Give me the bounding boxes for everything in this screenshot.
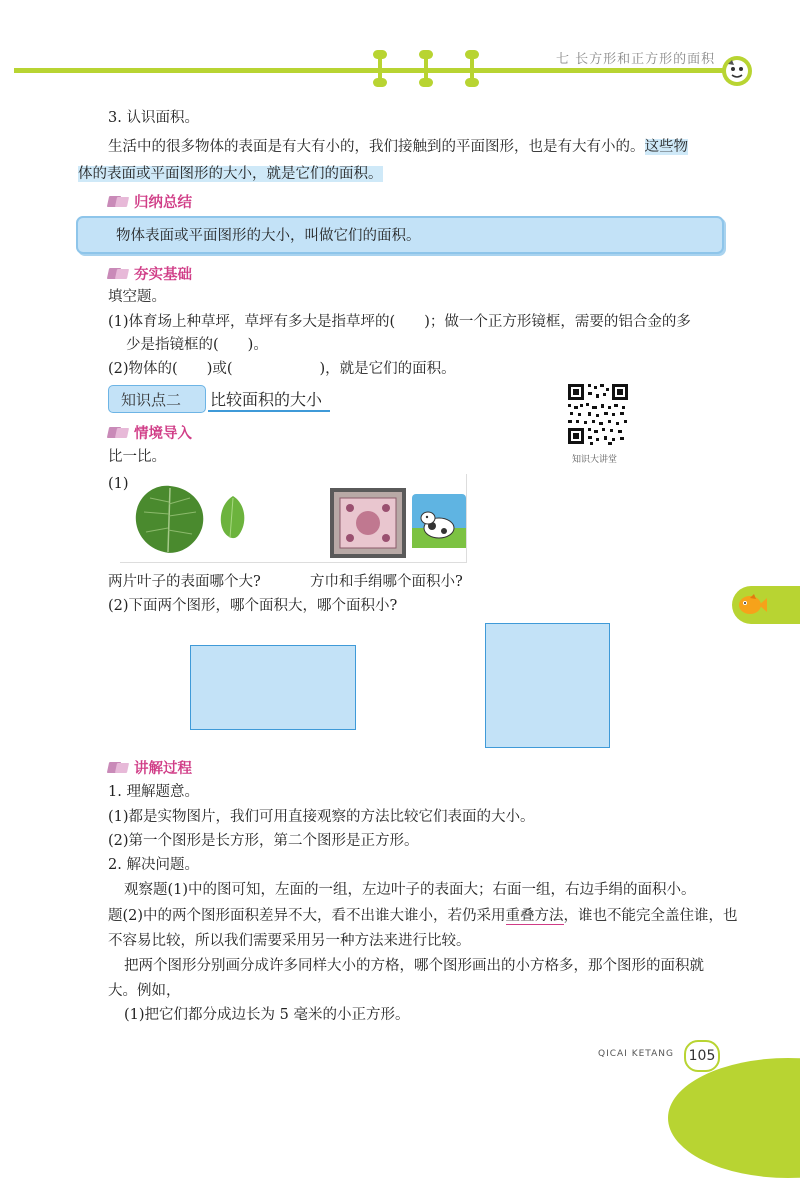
question-shapes: (2)下面两个图形，哪个面积大，哪个面积小? bbox=[108, 598, 398, 614]
footer-circle bbox=[668, 1058, 800, 1178]
fill-title: 填空题。 bbox=[108, 289, 166, 305]
knowledge-point-title: 比较面积的大小 bbox=[210, 390, 323, 409]
knowledge-point-label-text: 知识点二 bbox=[121, 391, 182, 409]
explain-step-2: 2. 解决问题。 bbox=[108, 857, 199, 873]
question-2: (2)物体的( )或( )，就是它们的面积。 bbox=[108, 361, 456, 377]
explain-grid: 把两个图形分别画分成许多同样大小的方格，哪个图形画出的小方格多，那个图形的面积就 bbox=[124, 958, 704, 974]
practice-heading bbox=[108, 262, 192, 284]
header-post-cap-3 bbox=[465, 50, 479, 59]
footer-brand: QICAI KETANG bbox=[598, 1049, 674, 1059]
question-1-line-1: (1)体育场上种草坪，草坪有多大是指草坪的( )；做一个正方形镜框，需要的铝合金的多 bbox=[108, 314, 691, 330]
picture-label: (1) bbox=[108, 476, 129, 492]
summary-box bbox=[76, 216, 724, 254]
cow-scarf-image bbox=[412, 494, 466, 552]
knowledge-point-underline bbox=[208, 410, 330, 412]
header-line bbox=[14, 68, 726, 73]
qr-caption: 知识大讲堂 bbox=[572, 455, 618, 465]
explain-grid-step: (1)把它们都分成边长为 5 毫米的小正方形。 bbox=[124, 1007, 410, 1023]
qr-code[interactable] bbox=[566, 382, 630, 446]
situation-title: 情境导入 bbox=[134, 425, 192, 442]
explain-example: 大。例如， bbox=[108, 983, 181, 999]
explain-heading bbox=[108, 756, 192, 778]
book-icon bbox=[108, 761, 128, 774]
book-icon bbox=[108, 267, 128, 280]
item3-title: 3. 认识面积。 bbox=[108, 110, 199, 126]
page-number bbox=[684, 1040, 720, 1072]
chapter-title: 七 长方形和正方形的面积 bbox=[556, 52, 716, 67]
overlap-text-c: ，谁也不能完全盖住谁，也 bbox=[563, 908, 738, 924]
book-icon bbox=[108, 195, 128, 208]
summary-title: 归纳总结 bbox=[134, 194, 192, 211]
explain-step-1a: (1)都是实物图片，我们可用直接观察的方法比较它们表面的大小。 bbox=[108, 809, 535, 825]
header-post-foot-2 bbox=[419, 78, 433, 87]
square-shape bbox=[485, 623, 610, 748]
compare-text: 比一比。 bbox=[108, 449, 166, 465]
explain-step-1b: (2)第一个图形是长方形，第二个图形是正方形。 bbox=[108, 833, 419, 849]
explain-title: 讲解过程 bbox=[134, 760, 192, 777]
overlap-text-a: 题(2)中的两个图形面积差异不大，看不出谁大谁小，若仍采用 bbox=[108, 908, 506, 924]
explain-step-1: 1. 理解题意。 bbox=[108, 784, 199, 800]
definition-text: 生活中的很多物体的表面是有大有小的，我们接触到的平面图形，也是有大有小的。 bbox=[108, 139, 645, 155]
mascot-icon bbox=[722, 56, 752, 86]
explain-overlap-line bbox=[108, 904, 738, 928]
practice-title: 夯实基础 bbox=[134, 266, 192, 283]
fish-icon bbox=[736, 590, 768, 624]
header-post-foot-1 bbox=[373, 78, 387, 87]
question-leaves: 两片叶子的表面哪个大? bbox=[108, 574, 261, 590]
side-tab bbox=[732, 586, 800, 624]
handkerchief-image bbox=[330, 488, 406, 562]
rectangle-shape bbox=[190, 645, 356, 730]
definition-highlight-1: 这些物 bbox=[644, 139, 688, 155]
overlap-method-term: 重叠方法 bbox=[505, 908, 564, 924]
question-cloth: 方巾和手绢哪个面积小? bbox=[310, 574, 463, 590]
question-1-line-2: 少是指镜框的( )。 bbox=[126, 337, 268, 353]
knowledge-point-label bbox=[108, 385, 206, 413]
header-post-foot-3 bbox=[465, 78, 479, 87]
summary-text: 物体表面或平面图形的大小，叫做它们的面积。 bbox=[116, 228, 421, 244]
definition-paragraph bbox=[78, 134, 726, 188]
header-post-cap-1 bbox=[373, 50, 387, 59]
situation-heading bbox=[108, 421, 192, 443]
explain-other-method: 不容易比较，所以我们需要采用另一种方法来进行比较。 bbox=[108, 933, 471, 949]
summary-heading bbox=[108, 190, 192, 212]
header-post-cap-2 bbox=[419, 50, 433, 59]
big-leaf-image bbox=[130, 482, 210, 562]
small-leaf-image bbox=[216, 494, 250, 544]
explain-observe: 观察题(1)中的图可知，左面的一组，左边叶子的表面大；右面一组，右边手绢的面积小。 bbox=[124, 882, 696, 898]
definition-highlight-2: 体的表面或平面图形的大小，就是它们的面积。 bbox=[78, 166, 383, 182]
book-icon bbox=[108, 426, 128, 439]
picture-frame bbox=[120, 474, 467, 563]
page-number-text: 105 bbox=[688, 1048, 716, 1064]
